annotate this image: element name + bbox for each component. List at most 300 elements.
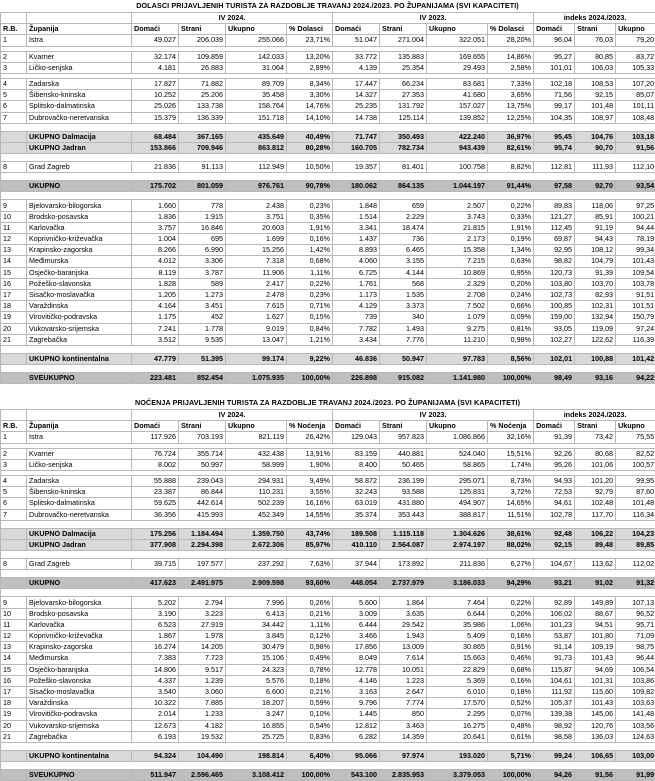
county-name: Ličko-senjska xyxy=(27,62,132,73)
total-2024: 110.231 xyxy=(226,487,287,498)
foreign-2024: 367.165 xyxy=(179,131,226,142)
total-2023: 11.210 xyxy=(427,334,488,345)
spacer-row xyxy=(1,520,655,528)
spacer-row xyxy=(1,570,655,578)
domestic-2023: 1.514 xyxy=(333,211,380,222)
index-foreign: 101,06 xyxy=(575,459,616,470)
domestic-2024: 68.484 xyxy=(132,131,179,142)
spacer-cell xyxy=(1,762,655,770)
domestic-2024: 1.867 xyxy=(132,631,179,642)
foreign-2023: 27.353 xyxy=(380,90,427,101)
index-total: 95,71 xyxy=(616,619,655,630)
row-number xyxy=(1,528,27,539)
header-share: % Noćenja xyxy=(488,421,534,432)
foreign-2024: 19.532 xyxy=(179,731,226,742)
index-total: 124,63 xyxy=(616,731,655,742)
county-row xyxy=(1,459,655,470)
domestic-2024: 117.926 xyxy=(132,432,179,443)
county-name: UKUPNO Jadran xyxy=(27,142,132,153)
total-2023: 7.464 xyxy=(427,597,488,608)
county-name: UKUPNO xyxy=(27,181,132,192)
domestic-2024: 55.888 xyxy=(132,475,179,486)
share-2023: 12,25% xyxy=(488,112,534,123)
header-blank-rb xyxy=(1,410,27,421)
share-2023: 82,61% xyxy=(488,142,534,153)
domestic-2023: 226.898 xyxy=(333,373,380,384)
header-foreign: Strani xyxy=(380,421,427,432)
subtotal-row xyxy=(1,528,655,539)
share-2024: 14,55% xyxy=(287,509,333,520)
share-2023: 0,09% xyxy=(488,312,534,323)
county-name: Virovitičko-podravska xyxy=(27,709,132,720)
overnights-table xyxy=(0,409,655,781)
domestic-2024: 417.623 xyxy=(132,578,179,589)
header-share: % Noćenja xyxy=(287,421,333,432)
share-2024: 0,23% xyxy=(287,200,333,211)
domestic-2024: 7.241 xyxy=(132,323,179,334)
domestic-2023: 71.747 xyxy=(333,131,380,142)
row-number: 8 xyxy=(1,559,27,570)
header-index-total: Ukupno xyxy=(616,421,655,432)
share-2023: 0,46% xyxy=(488,653,534,664)
domestic-2024: 47.779 xyxy=(132,353,179,364)
domestic-2023: 3.163 xyxy=(333,686,380,697)
share-2023: 8,73% xyxy=(488,475,534,486)
index-total: 97,24 xyxy=(616,323,655,334)
foreign-2024: 695 xyxy=(179,234,226,245)
total-2024: 142.033 xyxy=(226,51,287,62)
row-number: 9 xyxy=(1,200,27,211)
total-2024: 6.600 xyxy=(226,686,287,697)
share-2023: 0,33% xyxy=(488,211,534,222)
county-row xyxy=(1,78,655,89)
domestic-2024: 10.252 xyxy=(132,90,179,101)
total-2024: 31.064 xyxy=(226,62,287,73)
foreign-2023: 7.614 xyxy=(380,653,427,664)
spacer-cell xyxy=(1,123,655,131)
county-name: Požeško-slavonska xyxy=(27,675,132,686)
index-total: 103,86 xyxy=(616,675,655,686)
total-2023: 2.295 xyxy=(427,709,488,720)
county-name: Varaždinska xyxy=(27,301,132,312)
foreign-2024: 1.184.494 xyxy=(179,528,226,539)
index-domestic: 94,61 xyxy=(534,498,575,509)
index-total: 85,07 xyxy=(616,90,655,101)
index-total: 108,48 xyxy=(616,112,655,123)
domestic-2023: 8.049 xyxy=(333,653,380,664)
foreign-2024: 25.206 xyxy=(179,90,226,101)
domestic-2023: 410.110 xyxy=(333,539,380,550)
domestic-2023: 160.705 xyxy=(333,142,380,153)
county-row xyxy=(1,234,655,245)
index-foreign: 103,70 xyxy=(575,278,616,289)
foreign-2024: 206.039 xyxy=(179,35,226,46)
total-row xyxy=(1,181,655,192)
share-2023: 0,19% xyxy=(488,234,534,245)
row-number: 11 xyxy=(1,619,27,630)
county-row xyxy=(1,101,655,112)
index-foreign: 101,43 xyxy=(575,653,616,664)
header-total: Ukupno xyxy=(226,24,287,35)
share-2023: 100,00% xyxy=(488,770,534,781)
county-row xyxy=(1,709,655,720)
foreign-2024: 109.859 xyxy=(179,51,226,62)
index-foreign: 104,79 xyxy=(575,256,616,267)
foreign-2024: 239.043 xyxy=(179,475,226,486)
share-2023: 15,51% xyxy=(488,448,534,459)
index-total: 96,44 xyxy=(616,653,655,664)
index-domestic: 104,67 xyxy=(534,559,575,570)
index-total: 91,56 xyxy=(616,142,655,153)
domestic-2024: 377.908 xyxy=(132,539,179,550)
share-2023: 0,98% xyxy=(488,334,534,345)
total-2024: 58.999 xyxy=(226,459,287,470)
spacer-cell xyxy=(1,742,655,750)
county-row xyxy=(1,498,655,509)
index-total: 141,48 xyxy=(616,709,655,720)
total-2024: 3.108.412 xyxy=(226,770,287,781)
foreign-2024: 136.339 xyxy=(179,112,226,123)
share-2024: 0,12% xyxy=(287,631,333,642)
county-name: Istra xyxy=(27,35,132,46)
index-domestic: 95,45 xyxy=(534,131,575,142)
total-2023: 16.275 xyxy=(427,720,488,731)
index-domestic: 97,58 xyxy=(534,181,575,192)
total-2024: 158.764 xyxy=(226,101,287,112)
domestic-2023: 19.357 xyxy=(333,162,380,173)
foreign-2023: 659 xyxy=(380,200,427,211)
index-domestic: 91,39 xyxy=(534,432,575,443)
header-index-domestic: Domaći xyxy=(534,24,575,35)
index-foreign: 93,16 xyxy=(575,373,616,384)
county-row xyxy=(1,334,655,345)
share-2023: 94,29% xyxy=(488,578,534,589)
foreign-2024: 1.239 xyxy=(179,675,226,686)
header-foreign: Strani xyxy=(179,24,226,35)
county-row xyxy=(1,597,655,608)
county-name: Istra xyxy=(27,432,132,443)
total-row xyxy=(1,578,655,589)
foreign-2023: 7.776 xyxy=(380,334,427,345)
index-foreign: 80,85 xyxy=(575,51,616,62)
index-foreign: 94,43 xyxy=(575,234,616,245)
share-2024: 14,76% xyxy=(287,101,333,112)
share-2023: 0,16% xyxy=(488,675,534,686)
total-2023: 9.275 xyxy=(427,323,488,334)
county-row xyxy=(1,653,655,664)
county-name: UKUPNO Jadran xyxy=(27,539,132,550)
total-2024: 2.909.598 xyxy=(226,578,287,589)
share-2023: 6,27% xyxy=(488,559,534,570)
domestic-2023: 12.778 xyxy=(333,664,380,675)
share-2023: 0,68% xyxy=(488,664,534,675)
row-number: 18 xyxy=(1,301,27,312)
overnights-section xyxy=(0,397,655,781)
share-2024: 0,16% xyxy=(287,234,333,245)
share-2023: 14,86% xyxy=(488,51,534,62)
total-2023: 211.836 xyxy=(427,559,488,570)
index-total: 99,34 xyxy=(616,245,655,256)
index-domestic: 102,18 xyxy=(534,78,575,89)
share-2024: 93,60% xyxy=(287,578,333,589)
foreign-2024: 133.738 xyxy=(179,101,226,112)
row-number: 6 xyxy=(1,498,27,509)
share-2023: 100,00% xyxy=(488,373,534,384)
county-row xyxy=(1,448,655,459)
index-domestic: 92,48 xyxy=(534,528,575,539)
header-blank-name xyxy=(27,410,132,421)
row-number xyxy=(1,578,27,589)
share-2023: 0,91% xyxy=(488,642,534,653)
county-row xyxy=(1,731,655,742)
foreign-2023: 13.009 xyxy=(380,642,427,653)
index-domestic: 111,92 xyxy=(534,686,575,697)
domestic-2023: 5.600 xyxy=(333,597,380,608)
index-total: 116,39 xyxy=(616,334,655,345)
index-total: 104,23 xyxy=(616,528,655,539)
share-2024: 9,22% xyxy=(287,353,333,364)
domestic-2023: 180.062 xyxy=(333,181,380,192)
header-domestic: Domaći xyxy=(132,24,179,35)
share-2024: 0,78% xyxy=(287,664,333,675)
foreign-2024: 86.844 xyxy=(179,487,226,498)
foreign-2024: 7.723 xyxy=(179,653,226,664)
county-name: SVEUKUPNO xyxy=(27,770,132,781)
index-foreign: 117,70 xyxy=(575,509,616,520)
domestic-2023: 12.812 xyxy=(333,720,380,731)
row-number: 12 xyxy=(1,631,27,642)
share-2023: 0,95% xyxy=(488,267,534,278)
total-2023: 193.020 xyxy=(427,750,488,761)
total-2024: 452.349 xyxy=(226,509,287,520)
total-2023: 41.680 xyxy=(427,90,488,101)
domestic-2023: 1.761 xyxy=(333,278,380,289)
row-number: 4 xyxy=(1,78,27,89)
foreign-2024: 91.113 xyxy=(179,162,226,173)
county-name: Vukovarsko-srijemska xyxy=(27,720,132,731)
domestic-2024: 8.266 xyxy=(132,245,179,256)
foreign-2024: 4.182 xyxy=(179,720,226,731)
total-2023: 35.986 xyxy=(427,619,488,630)
index-foreign: 101,48 xyxy=(575,101,616,112)
share-2024: 100,00% xyxy=(287,373,333,384)
county-row xyxy=(1,245,655,256)
total-2024: 2.478 xyxy=(226,289,287,300)
domestic-2023: 46.836 xyxy=(333,353,380,364)
index-foreign: 106,03 xyxy=(575,62,616,73)
header-year-2024: IV 2024. xyxy=(132,13,333,24)
domestic-2023: 739 xyxy=(333,312,380,323)
total-2024: 15.106 xyxy=(226,653,287,664)
share-2024: 16,16% xyxy=(287,498,333,509)
foreign-2024: 2.294.398 xyxy=(179,539,226,550)
total-2023: 422.240 xyxy=(427,131,488,142)
arrivals-section xyxy=(0,0,655,384)
header-year-2023: IV 2023. xyxy=(333,410,534,421)
row-number xyxy=(1,770,27,781)
county-name: Dubrovačko-neretvanska xyxy=(27,509,132,520)
total-2024: 2.417 xyxy=(226,278,287,289)
foreign-2023: 2.835.953 xyxy=(380,770,427,781)
domestic-2024: 511.947 xyxy=(132,770,179,781)
header-index: indeks 2024./2023. xyxy=(534,410,655,421)
county-name: SVEUKUPNO xyxy=(27,373,132,384)
total-2024: 34.442 xyxy=(226,619,287,630)
index-total: 100,57 xyxy=(616,459,655,470)
total-2023: 10.869 xyxy=(427,267,488,278)
county-row xyxy=(1,289,655,300)
total-2023: 58.865 xyxy=(427,459,488,470)
total-2023: 3.743 xyxy=(427,211,488,222)
share-2024: 0,49% xyxy=(287,653,333,664)
row-number: 20 xyxy=(1,323,27,334)
foreign-2024: 703.193 xyxy=(179,432,226,443)
header-share: % Dolasci xyxy=(488,24,534,35)
index-total: 99,95 xyxy=(616,475,655,486)
index-total: 103,00 xyxy=(616,750,655,761)
share-2024: 100,00% xyxy=(287,770,333,781)
foreign-2024: 9.535 xyxy=(179,334,226,345)
index-domestic: 99,24 xyxy=(534,750,575,761)
foreign-2023: 3.373 xyxy=(380,301,427,312)
share-2024: 13,20% xyxy=(287,51,333,62)
domestic-2023: 8.893 xyxy=(333,245,380,256)
total-2023: 30.865 xyxy=(427,642,488,653)
row-number: 17 xyxy=(1,686,27,697)
domestic-2024: 8.119 xyxy=(132,267,179,278)
county-name: Osječko-baranjska xyxy=(27,664,132,675)
foreign-2024: 778 xyxy=(179,200,226,211)
foreign-2024: 2.794 xyxy=(179,597,226,608)
index-foreign: 104,76 xyxy=(575,131,616,142)
county-row xyxy=(1,642,655,653)
row-number: 5 xyxy=(1,487,27,498)
county-name: Zadarska xyxy=(27,475,132,486)
foreign-2024: 1.915 xyxy=(179,211,226,222)
domestic-2024: 12.673 xyxy=(132,720,179,731)
total-2023: 7.502 xyxy=(427,301,488,312)
index-foreign: 122,62 xyxy=(575,334,616,345)
row-number xyxy=(1,353,27,364)
index-domestic: 98,58 xyxy=(534,731,575,742)
header-share: % Dolasci xyxy=(287,24,333,35)
total-2024: 7.996 xyxy=(226,597,287,608)
index-domestic: 106,02 xyxy=(534,608,575,619)
total-2024: 3.845 xyxy=(226,631,287,642)
total-2024: 821.119 xyxy=(226,432,287,443)
domestic-2023: 1.173 xyxy=(333,289,380,300)
total-2024: 1.359.750 xyxy=(226,528,287,539)
foreign-2023: 66.234 xyxy=(380,78,427,89)
total-2023: 2.329 xyxy=(427,278,488,289)
share-2023: 0,81% xyxy=(488,323,534,334)
share-2024: 3,55% xyxy=(287,487,333,498)
foreign-2023: 431.880 xyxy=(380,498,427,509)
share-2024: 90,78% xyxy=(287,181,333,192)
total-2023: 100.758 xyxy=(427,162,488,173)
share-2023: 0,48% xyxy=(488,720,534,731)
domestic-2024: 3.757 xyxy=(132,222,179,233)
domestic-2023: 4.139 xyxy=(333,62,380,73)
index-foreign: 100,88 xyxy=(575,353,616,364)
index-total: 96,52 xyxy=(616,608,655,619)
domestic-2023: 129.043 xyxy=(333,432,380,443)
spacer-cell xyxy=(1,192,655,200)
index-domestic: 96,04 xyxy=(534,35,575,46)
row-number: 19 xyxy=(1,312,27,323)
index-foreign: 88,67 xyxy=(575,608,616,619)
domestic-2024: 49.027 xyxy=(132,35,179,46)
share-2024: 1,11% xyxy=(287,619,333,630)
domestic-2024: 59.625 xyxy=(132,498,179,509)
foreign-2023: 1.864 xyxy=(380,597,427,608)
share-2023: 1,34% xyxy=(488,245,534,256)
index-domestic: 93,21 xyxy=(534,578,575,589)
county-name: UKUPNO Dalmacija xyxy=(27,528,132,539)
foreign-2024: 1.778 xyxy=(179,323,226,334)
total-2023: 22.829 xyxy=(427,664,488,675)
total-2023: 3.186.033 xyxy=(427,578,488,589)
share-2024: 0,68% xyxy=(287,256,333,267)
county-row xyxy=(1,51,655,62)
domestic-2023: 9.796 xyxy=(333,698,380,709)
share-2024: 85,97% xyxy=(287,539,333,550)
foreign-2023: 1.223 xyxy=(380,675,427,686)
county-row xyxy=(1,720,655,731)
index-domestic: 99,17 xyxy=(534,101,575,112)
foreign-2023: 350.493 xyxy=(380,131,427,142)
index-foreign: 106,65 xyxy=(575,750,616,761)
total-2023: 29.493 xyxy=(427,62,488,73)
foreign-2024: 197.577 xyxy=(179,559,226,570)
domestic-2024: 17.827 xyxy=(132,78,179,89)
foreign-2023: 81.401 xyxy=(380,162,427,173)
total-2023: 83.681 xyxy=(427,78,488,89)
row-number: 3 xyxy=(1,62,27,73)
share-2024: 43,74% xyxy=(287,528,333,539)
row-number: 7 xyxy=(1,509,27,520)
share-2023: 11,51% xyxy=(488,509,534,520)
share-2023: 0,22% xyxy=(488,200,534,211)
header-index-foreign: Strani xyxy=(575,24,616,35)
domestic-2024: 4.337 xyxy=(132,675,179,686)
share-2023: 32,16% xyxy=(488,432,534,443)
total-2024: 13.047 xyxy=(226,334,287,345)
county-name: Sisačko-moslavačka xyxy=(27,686,132,697)
index-domestic: 92,15 xyxy=(534,539,575,550)
county-name: Kvarner xyxy=(27,448,132,459)
row-number: 2 xyxy=(1,51,27,62)
foreign-2023: 340 xyxy=(380,312,427,323)
share-2024: 0,18% xyxy=(287,675,333,686)
row-number: 12 xyxy=(1,234,27,245)
index-domestic: 112,45 xyxy=(534,222,575,233)
index-foreign: 80,68 xyxy=(575,448,616,459)
county-row xyxy=(1,90,655,101)
spacer-cell xyxy=(1,551,655,559)
index-total: 107,20 xyxy=(616,78,655,89)
domestic-2023: 3.341 xyxy=(333,222,380,233)
overnights-body xyxy=(1,410,655,781)
share-2023: 1,74% xyxy=(488,459,534,470)
header-total: Ukupno xyxy=(427,421,488,432)
share-2023: 8,82% xyxy=(488,162,534,173)
total-2024: 20.603 xyxy=(226,222,287,233)
domestic-2024: 3.190 xyxy=(132,608,179,619)
index-foreign: 111,93 xyxy=(575,162,616,173)
share-2024: 0,10% xyxy=(287,709,333,720)
index-foreign: 82,93 xyxy=(575,289,616,300)
